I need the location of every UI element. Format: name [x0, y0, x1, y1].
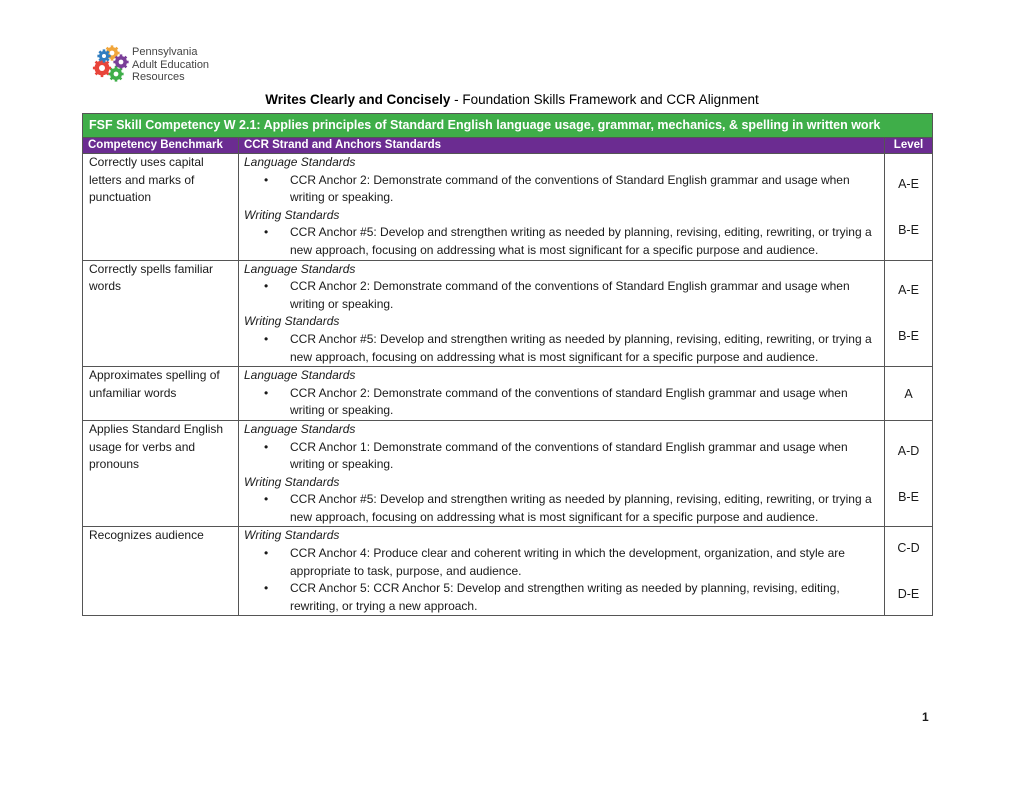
level-cell — [885, 367, 933, 421]
level-value: A-D — [897, 443, 920, 458]
document-title — [0, 92, 1024, 107]
standard-label: Language Standards — [244, 421, 356, 436]
bullet-icon: • — [264, 172, 269, 187]
anchor-text: CCR Anchor 2: Demonstrate command of the conventions of standard English grammar and usage when writing or speaking. — [290, 385, 848, 418]
anchor-item — [244, 439, 879, 474]
title-rest: - Foundation Skills Framework and CCR Alignment — [450, 92, 759, 107]
gears-logo-icon — [92, 44, 132, 84]
standard-label: Writing Standards — [244, 314, 340, 329]
level-cell — [885, 260, 933, 367]
anchor-item — [244, 278, 879, 313]
level-value: B-E — [898, 489, 919, 504]
bullet-icon: • — [264, 225, 269, 240]
bullet-icon: • — [264, 492, 269, 507]
table-row — [83, 527, 933, 616]
table-row — [83, 260, 933, 367]
anchor-text: CCR Anchor #5: Develop and strengthen writing as needed by planning, revising, editing, rewriting, or trying a new approach, focusing on addressing what is most significant for a specific purpose and audience. — [290, 331, 872, 364]
competency-header: FSF Skill Competency W 2.1: Applies principles of Standard English language usage, grammar, mechanics, & spelling in written work — [83, 114, 933, 138]
level-value: A — [904, 386, 913, 401]
benchmark-cell: Recognizes audience — [83, 527, 239, 616]
standards-cell — [239, 527, 885, 616]
gear-icon — [97, 49, 110, 62]
table-row — [83, 367, 933, 421]
benchmark-cell: Correctly spells familiar words — [83, 260, 239, 367]
logo-text — [132, 46, 209, 84]
standards-cell — [239, 420, 885, 527]
benchmark-cell: Approximates spelling of unfamiliar words — [83, 367, 239, 421]
level-value: C-D — [897, 541, 920, 556]
column-header-level: Level — [885, 138, 933, 154]
bullet-icon: • — [264, 331, 269, 346]
column-header-strand: CCR Strand and Anchors Standards — [239, 138, 885, 154]
anchor-text: CCR Anchor 2: Demonstrate command of the conventions of Standard English grammar and usage when writing or speaking. — [290, 172, 850, 205]
standard-label: Writing Standards — [244, 528, 340, 543]
standard-label: Language Standards — [244, 155, 356, 169]
anchor-item — [244, 545, 879, 580]
bullet-icon: • — [264, 439, 269, 454]
logo-line-1: Pennsylvania — [132, 46, 198, 58]
bullet-icon: • — [264, 279, 269, 294]
standards-cell — [239, 367, 885, 421]
anchor-text: CCR Anchor 4: Produce clear and coherent writing in which the development, organization, and style are appropriate to task, purpose, and audience. — [290, 546, 845, 578]
level-value: B-E — [898, 222, 919, 237]
title-bold: Writes Clearly and Concisely — [265, 92, 451, 107]
standards-cell — [239, 154, 885, 261]
anchor-item — [244, 385, 879, 420]
anchor-text: CCR Anchor #5: Develop and strengthen writing as needed by planning, revising, editing, rewriting, or trying a new approach, focusing on addressing what is most significant for a specific purpose and audience. — [290, 492, 872, 524]
anchor-item — [244, 491, 879, 526]
bullet-icon: • — [264, 385, 269, 400]
logo-line-3: Resources — [132, 71, 185, 83]
standard-label: Writing Standards — [244, 207, 340, 222]
level-value: B-E — [898, 329, 919, 344]
benchmark-cell: Correctly uses capital letters and marks of punctuation — [83, 154, 239, 261]
level-cell — [885, 527, 933, 616]
logo-line-2: Adult Education — [132, 58, 210, 71]
anchor-text: CCR Anchor #5: Develop and strengthen writing as needed by planning, revising, editing, rewriting, or trying a new approach, focusing on addressing what is most significant for a specific purpose and audience. — [290, 225, 872, 257]
pa-adult-education-logo — [92, 44, 242, 88]
standards-cell — [239, 260, 885, 367]
table-row — [83, 420, 933, 527]
table-row — [83, 154, 933, 261]
standard-label: Writing Standards — [244, 474, 340, 489]
column-header-benchmark: Competency Benchmark — [83, 138, 239, 154]
standard-label: Language Standards — [244, 368, 356, 383]
anchor-item — [244, 224, 879, 259]
level-cell — [885, 420, 933, 527]
standard-label: Language Standards — [244, 261, 356, 276]
benchmark-cell: Applies Standard English usage for verbs and pronouns — [83, 420, 239, 527]
alignment-table — [82, 113, 933, 616]
anchor-item — [244, 331, 879, 366]
level-value: A-E — [898, 283, 919, 298]
bullet-icon: • — [264, 581, 269, 596]
level-value: A-E — [898, 176, 919, 191]
anchor-item — [244, 580, 879, 615]
anchor-item — [244, 172, 879, 207]
level-value: D-E — [897, 587, 920, 602]
page-number: 1 — [922, 710, 929, 724]
level-cell — [885, 154, 933, 261]
bullet-icon: • — [264, 546, 269, 561]
gear-icon — [93, 59, 111, 77]
anchor-text: CCR Anchor 1: Demonstrate command of the conventions of standard English grammar and usage when writing or speaking. — [290, 439, 848, 472]
anchor-text: CCR Anchor 5: CCR Anchor 5: Develop and strengthen writing as needed by planning, revising, editing, rewriting, or trying a new approach. — [290, 581, 840, 613]
anchor-text: CCR Anchor 2: Demonstrate command of the conventions of Standard English grammar and usage when writing or speaking. — [290, 279, 850, 311]
